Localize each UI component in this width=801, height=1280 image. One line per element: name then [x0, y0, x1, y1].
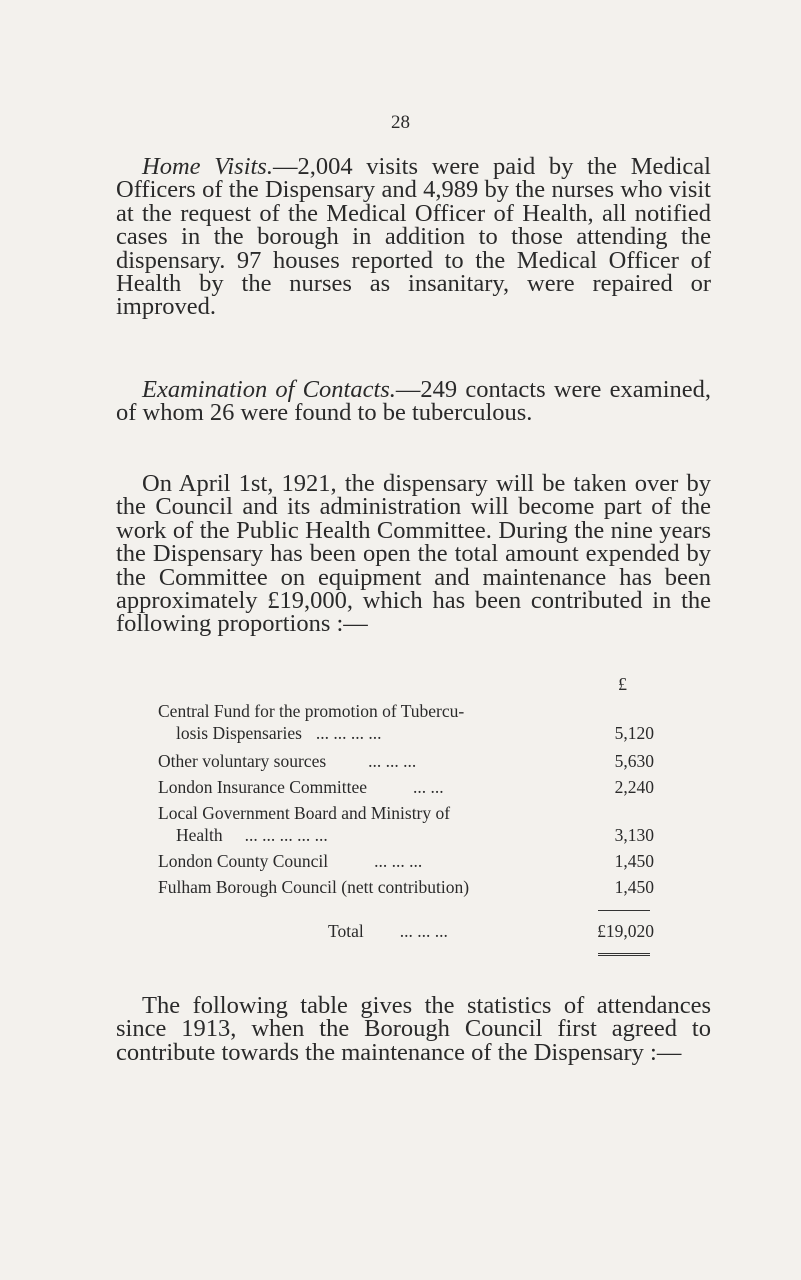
page-number: 28: [391, 112, 410, 133]
attendance-intro-text: The following table gives the statistics of attendances since 1913, when the Borough Council first agreed to contribute towards the maintenance of the Dispensary :—: [116, 992, 711, 1066]
row-amount: 1,450: [614, 877, 654, 897]
contacts-heading: Examination of Contacts.: [142, 376, 396, 403]
total-row: [158, 920, 654, 942]
contacts-paragraph: [116, 378, 711, 425]
dispensary-transfer-text: On April 1st, 1921, the dispensary will be taken over by the Council and its administration will become part of the work of the Public Health Committee. During the nine years the Dispensary has been open the total amount expended by the Committee on equipment and maintenance has been approximately £19,000, which has been contributed in the following proportions :—: [116, 470, 711, 638]
row-label: London County Council ... ... ...: [158, 851, 423, 871]
row-label: Local Government Board and Ministry of Health ... ... ... ... ...: [158, 803, 451, 845]
row-amount: 1,450: [614, 851, 654, 871]
table-row: [158, 750, 654, 772]
row-amount: 5,120: [614, 723, 654, 743]
subtotal-rule: [598, 910, 650, 911]
table-row: [158, 876, 654, 898]
table-row: [158, 802, 654, 846]
row-amount: 5,630: [614, 751, 654, 771]
table-row: [158, 700, 654, 744]
total-double-rule: [598, 953, 650, 956]
table-row: [158, 776, 654, 798]
contacts-text: —249 contacts were examined, of whom 26 were found to be tuberculous.: [116, 376, 711, 427]
row-label: Central Fund for the promotion of Tubercu- losis Dispensaries ... ... ... ...: [158, 701, 465, 743]
dispensary-transfer-paragraph: [116, 472, 711, 636]
row-label: Fulham Borough Council (nett contribution): [158, 877, 470, 897]
currency-header: £: [618, 674, 627, 694]
home-visits-heading: Home Visits.: [142, 153, 273, 180]
row-amount: 2,240: [614, 777, 654, 797]
attendance-intro-paragraph: [116, 994, 711, 1064]
home-visits-paragraph: [116, 155, 711, 319]
row-label: Other voluntary sources ... ... ...: [158, 751, 417, 771]
row-amount: 3,130: [614, 825, 654, 845]
home-visits-text: —2,004 visits were paid by the Medical Officers of the Dispensary and 4,989 by the nurses who visit at the request of the Medical Officer of Health, all notified cases in the borough in addition to those attending the dispensary. 97 houses reported to the Medical Officer of Health by the nurses as insanitary, were repaired or improved.: [116, 153, 711, 321]
row-label: London Insurance Committee ... ...: [158, 777, 444, 797]
total-label: Total ... ... ...: [328, 921, 448, 941]
total-amount: £19,020: [597, 921, 654, 941]
table-row: [158, 850, 654, 872]
